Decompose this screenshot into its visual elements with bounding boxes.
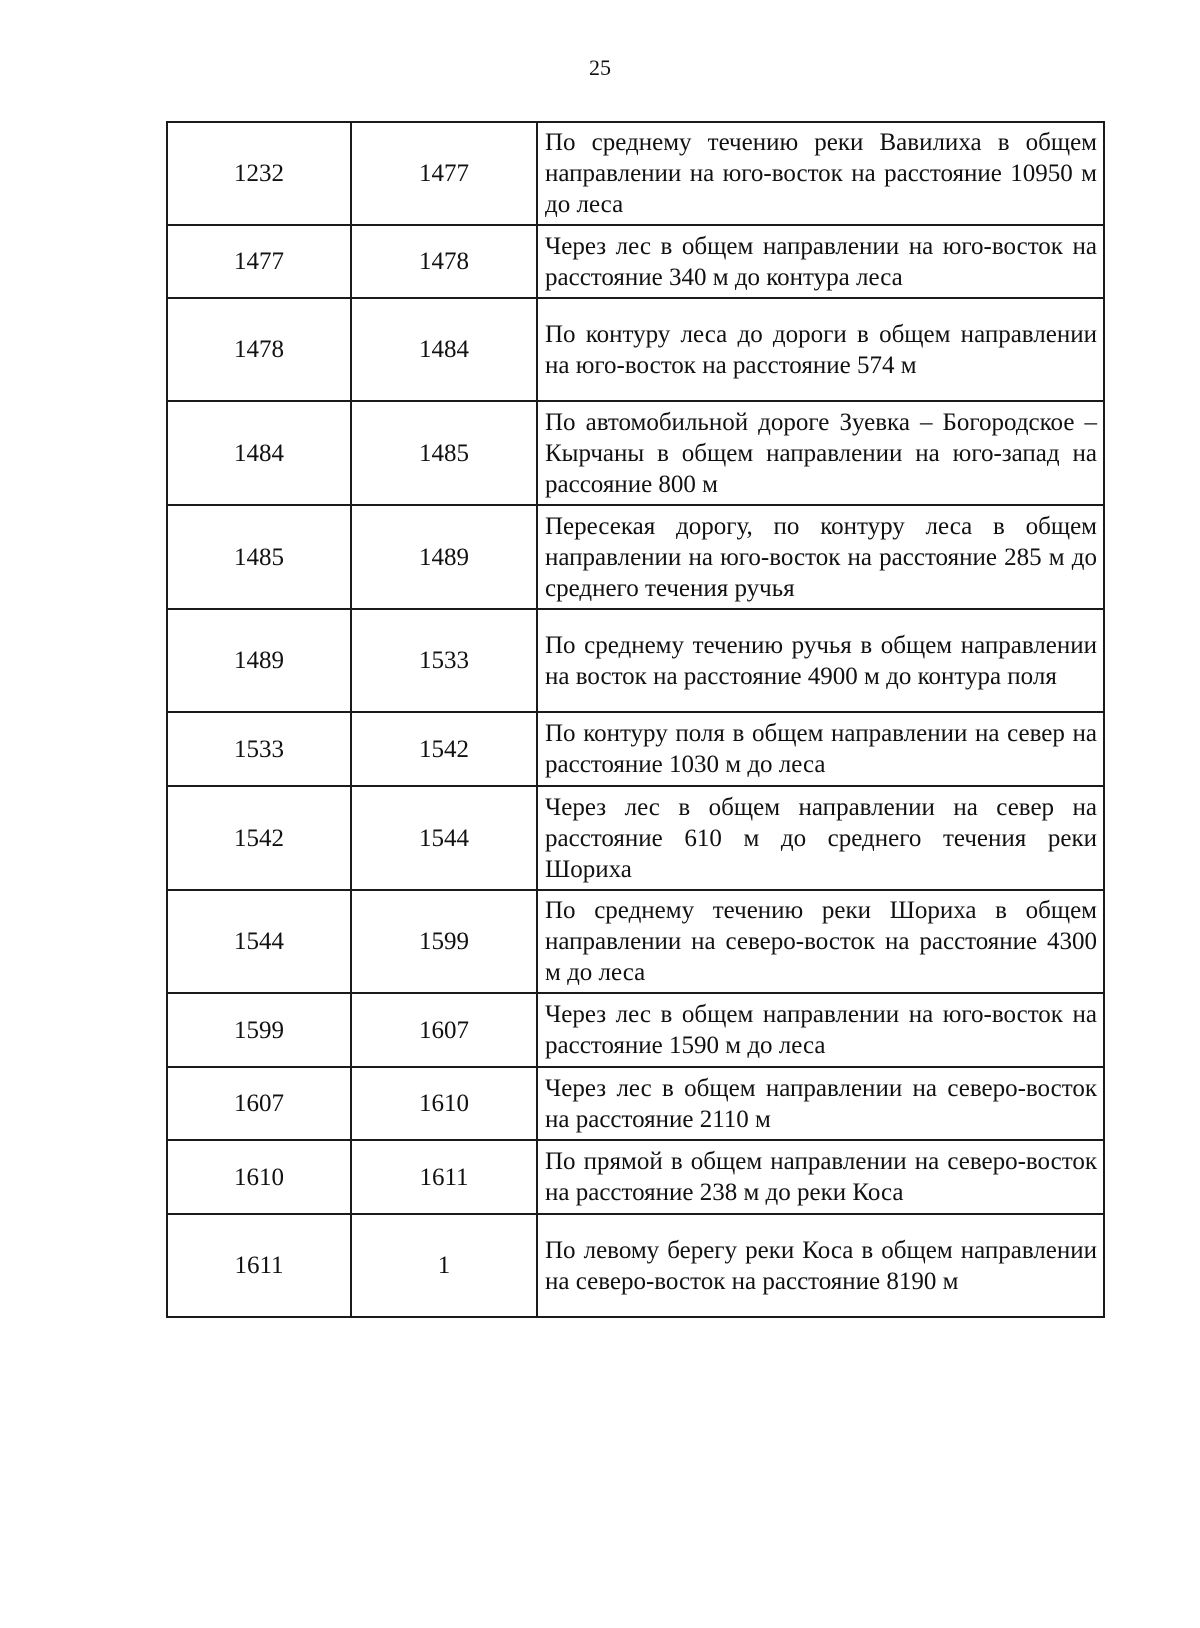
to-point-cell: 1610 (351, 1067, 537, 1140)
from-point-cell: 1489 (167, 609, 351, 712)
table-row (167, 786, 1104, 890)
table-row (167, 1214, 1104, 1317)
table-row (167, 1067, 1104, 1140)
description-cell: По среднему течению реки Шориха в общем направлении на северо-восток на расстояние 4300 м до леса (537, 890, 1104, 993)
page-number: 25 (589, 55, 611, 80)
table-row (167, 505, 1104, 609)
from-point-cell: 1484 (167, 401, 351, 505)
from-point-cell: 1599 (167, 993, 351, 1067)
to-point-cell: 1611 (351, 1140, 537, 1214)
table-row (167, 298, 1104, 401)
to-point-cell: 1489 (351, 505, 537, 609)
table-row (167, 609, 1104, 712)
description-cell: Через лес в общем направлении на юго-восток на расстояние 1590 м до леса (537, 993, 1104, 1067)
to-point-cell: 1607 (351, 993, 537, 1067)
to-point-cell: 1542 (351, 712, 537, 786)
from-point-cell: 1478 (167, 298, 351, 401)
to-point-cell: 1544 (351, 786, 537, 890)
from-point-cell: 1610 (167, 1140, 351, 1214)
to-point-cell: 1533 (351, 609, 537, 712)
to-point-cell: 1485 (351, 401, 537, 505)
description-cell: Пересекая дорогу, по контуру леса в общем направлении на юго-восток на расстояние 285 м до среднего течения ручья (537, 505, 1104, 609)
description-cell: По прямой в общем направлении на северо-восток на расстояние 238 м до реки Коса (537, 1140, 1104, 1214)
from-point-cell: 1477 (167, 225, 351, 298)
description-cell: По контуру поля в общем направлении на север на расстояние 1030 м до леса (537, 712, 1104, 786)
from-point-cell: 1544 (167, 890, 351, 993)
description-cell: По контуру леса до дороги в общем направлении на юго-восток на расстояние 574 м (537, 298, 1104, 401)
table-row (167, 401, 1104, 505)
description-cell: По левому берегу реки Коса в общем направлении на северо-восток на расстояние 8190 м (537, 1214, 1104, 1317)
description-cell: Через лес в общем направлении на северо-восток на расстояние 2110 м (537, 1067, 1104, 1140)
to-point-cell: 1477 (351, 122, 537, 225)
from-point-cell: 1542 (167, 786, 351, 890)
boundary-table-body (167, 122, 1104, 1317)
description-cell: Через лес в общем направлении на юго-восток на расстояние 340 м до контура леса (537, 225, 1104, 298)
boundary-table (166, 121, 1105, 1318)
description-cell: По среднему течению реки Вавилиха в общем направлении на юго-восток на расстояние 10950 м до леса (537, 122, 1104, 225)
table-row (167, 890, 1104, 993)
from-point-cell: 1607 (167, 1067, 351, 1140)
description-cell: Через лес в общем направлении на север на расстояние 610 м до среднего течения реки Шориха (537, 786, 1104, 890)
to-point-cell: 1599 (351, 890, 537, 993)
description-cell: По среднему течению ручья в общем направлении на восток на расстояние 4900 м до контура поля (537, 609, 1104, 712)
table-row (167, 712, 1104, 786)
table-row (167, 225, 1104, 298)
description-cell: По автомобильной дороге Зуевка – Богородское – Кырчаны в общем направлении на юго-запад на рассояние 800 м (537, 401, 1104, 505)
from-point-cell: 1533 (167, 712, 351, 786)
table-row (167, 993, 1104, 1067)
to-point-cell: 1484 (351, 298, 537, 401)
from-point-cell: 1485 (167, 505, 351, 609)
to-point-cell: 1 (351, 1214, 537, 1317)
from-point-cell: 1611 (167, 1214, 351, 1317)
table-row (167, 1140, 1104, 1214)
from-point-cell: 1232 (167, 122, 351, 225)
to-point-cell: 1478 (351, 225, 537, 298)
table-row (167, 122, 1104, 225)
